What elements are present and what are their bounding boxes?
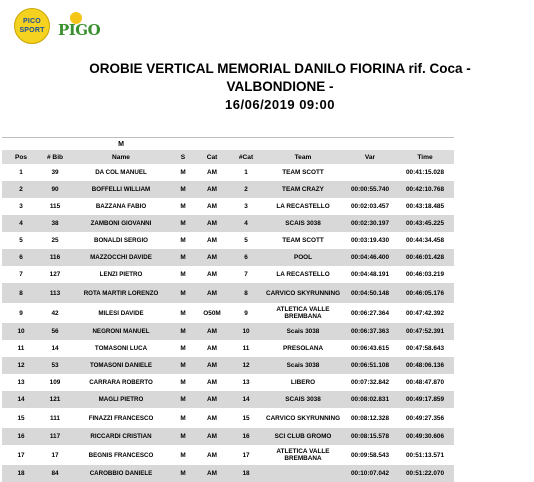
cell-cat: AM [194, 283, 230, 303]
cell-team: TEAM CRAZY [262, 181, 344, 198]
col-header-pos: Pos [2, 150, 40, 164]
cell-bib: 127 [40, 266, 70, 283]
results-table [2, 137, 454, 482]
cell-pos: 17 [2, 445, 40, 465]
cell-pos: 7 [2, 266, 40, 283]
cell-name: LENZI PIETRO [70, 266, 172, 283]
cell-bib: 121 [40, 391, 70, 408]
cell-team: SCI CLUB GROMO [262, 428, 344, 445]
cell-pos: 1 [2, 164, 40, 181]
cell-sex: M [172, 445, 194, 465]
cell-cat-rank: 3 [230, 198, 262, 215]
cell-name: RICCARDI CRISTIAN [70, 428, 172, 445]
cell-pos: 15 [2, 408, 40, 428]
cell-var [344, 164, 396, 181]
cell-cat: AM [194, 164, 230, 181]
cell-var: 00:08:15.578 [344, 428, 396, 445]
cell-bib: 84 [40, 465, 70, 482]
cell-cat-rank: 18 [230, 465, 262, 482]
cell-team: SCAIS 3038 [262, 391, 344, 408]
cell-bib: 113 [40, 283, 70, 303]
col-header-cat: Cat [194, 150, 230, 164]
cell-name: BEGNIS FRANCESCO [70, 445, 172, 465]
table-row [2, 408, 454, 428]
cell-team: Scais 3038 [262, 323, 344, 340]
logo-text-line2: SPORT [19, 27, 45, 34]
cell-pos: 12 [2, 357, 40, 374]
cell-cat-rank: 13 [230, 374, 262, 391]
table-row [2, 215, 454, 232]
cell-cat: AM [194, 465, 230, 482]
cell-bib: 109 [40, 374, 70, 391]
table-row [2, 232, 454, 249]
cell-pos: 3 [2, 198, 40, 215]
cell-time: 00:43:18.485 [396, 198, 454, 215]
cell-name: BONALDI SERGIO [70, 232, 172, 249]
cell-time: 00:51:13.571 [396, 445, 454, 465]
cell-cat: AM [194, 374, 230, 391]
col-header-var: Var [344, 150, 396, 164]
table-row [2, 164, 454, 181]
cell-sex: M [172, 198, 194, 215]
col-header-time: Time [396, 150, 454, 164]
cell-team [262, 465, 344, 482]
cell-sex: M [172, 391, 194, 408]
cell-var: 00:09:58.543 [344, 445, 396, 465]
cell-name: ROTA MARTIR LORENZO [70, 283, 172, 303]
col-header-name: Name [70, 150, 172, 164]
cell-name: MAZZOCCHI DAVIDE [70, 249, 172, 266]
cell-time: 00:51:22.070 [396, 465, 454, 482]
cell-var: 00:04:48.191 [344, 266, 396, 283]
cell-bib: 38 [40, 215, 70, 232]
table-row [2, 374, 454, 391]
cell-bib: 115 [40, 198, 70, 215]
cell-time: 00:47:58.643 [396, 340, 454, 357]
table-row [2, 266, 454, 283]
cell-cat: AM [194, 408, 230, 428]
cell-bib: 39 [40, 164, 70, 181]
cell-cat: AM [194, 357, 230, 374]
cell-cat: AM [194, 266, 230, 283]
cell-cat: AM [194, 232, 230, 249]
col-header-sex: S [172, 150, 194, 164]
cell-cat-rank: 12 [230, 357, 262, 374]
cell-cat: AM [194, 428, 230, 445]
cell-name: FINAZZI FRANCESCO [70, 408, 172, 428]
cell-cat-rank: 2 [230, 181, 262, 198]
cell-cat: AM [194, 323, 230, 340]
cell-cat: AM [194, 445, 230, 465]
cell-sex: M [172, 323, 194, 340]
table-row [2, 340, 454, 357]
table-row [2, 249, 454, 266]
cell-time: 00:49:27.356 [396, 408, 454, 428]
cell-bib: 53 [40, 357, 70, 374]
cell-cat: AM [194, 181, 230, 198]
cell-cat-rank: 5 [230, 232, 262, 249]
cell-team: CARVICO SKYRUNNING [262, 408, 344, 428]
pigo-logo-text: PIGO [58, 21, 101, 39]
table-header [2, 150, 454, 164]
cell-pos: 4 [2, 215, 40, 232]
cell-cat-rank: 16 [230, 428, 262, 445]
cell-team: SCAIS 3038 [262, 215, 344, 232]
cell-pos: 5 [2, 232, 40, 249]
group-row [2, 138, 454, 151]
table-row [2, 283, 454, 303]
col-header-team: Team [262, 150, 344, 164]
cell-var: 00:07:32.842 [344, 374, 396, 391]
cell-pos: 10 [2, 323, 40, 340]
cell-time: 00:41:15.028 [396, 164, 454, 181]
cell-bib: 111 [40, 408, 70, 428]
cell-sex: M [172, 303, 194, 323]
cell-pos: 14 [2, 391, 40, 408]
table-row [2, 428, 454, 445]
cell-bib: 117 [40, 428, 70, 445]
cell-sex: M [172, 266, 194, 283]
cell-var: 00:06:51.108 [344, 357, 396, 374]
table-row [2, 181, 454, 198]
cell-team: Scais 3038 [262, 357, 344, 374]
cell-sex: M [172, 249, 194, 266]
table-row [2, 198, 454, 215]
table-row [2, 465, 454, 482]
pigo-logo [56, 12, 101, 39]
cell-pos: 16 [2, 428, 40, 445]
cell-cat-rank: 17 [230, 445, 262, 465]
cell-name: NEGRONI MANUEL [70, 323, 172, 340]
cell-name: MILESI DAVIDE [70, 303, 172, 323]
cell-time: 00:42:10.768 [396, 181, 454, 198]
cell-name: TOMASONI LUCA [70, 340, 172, 357]
cell-team: CARVICO SKYRUNNING [262, 283, 344, 303]
cell-bib: 42 [40, 303, 70, 323]
cell-time: 00:49:30.606 [396, 428, 454, 445]
cell-bib: 14 [40, 340, 70, 357]
cell-name: DA COL MANUEL [70, 164, 172, 181]
cell-bib: 90 [40, 181, 70, 198]
cell-bib: 25 [40, 232, 70, 249]
cell-pos: 11 [2, 340, 40, 357]
cell-team: PRESOLANA [262, 340, 344, 357]
table-row [2, 391, 454, 408]
cell-var: 00:03:19.430 [344, 232, 396, 249]
cell-sex: M [172, 357, 194, 374]
cell-cat: AM [194, 215, 230, 232]
cell-time: 00:47:52.391 [396, 323, 454, 340]
cell-var: 00:02:03.457 [344, 198, 396, 215]
cell-name: BOFFELLI WILLIAM [70, 181, 172, 198]
cell-cat-rank: 1 [230, 164, 262, 181]
cell-bib: 56 [40, 323, 70, 340]
cell-cat: AM [194, 391, 230, 408]
cell-time: 00:47:42.392 [396, 303, 454, 323]
cell-team: LA RECASTELLO [262, 198, 344, 215]
cell-cat-rank: 4 [230, 215, 262, 232]
cell-cat-rank: 8 [230, 283, 262, 303]
cell-time: 00:43:45.225 [396, 215, 454, 232]
cell-pos: 18 [2, 465, 40, 482]
cell-pos: 2 [2, 181, 40, 198]
cell-bib: 17 [40, 445, 70, 465]
cell-cat: AM [194, 249, 230, 266]
cell-bib: 116 [40, 249, 70, 266]
col-header-bib: # Bib [40, 150, 70, 164]
cell-cat-rank: 9 [230, 303, 262, 323]
cell-cat-rank: 11 [230, 340, 262, 357]
cell-var: 00:04:50.148 [344, 283, 396, 303]
cell-var: 00:04:46.400 [344, 249, 396, 266]
cell-time: 00:44:34.458 [396, 232, 454, 249]
cell-var: 00:10:07.042 [344, 465, 396, 482]
cell-var: 00:06:27.364 [344, 303, 396, 323]
event-date-time: 16/06/2019 09:00 [225, 97, 335, 112]
cell-team: ATLETICA VALLE BREMBANA [262, 445, 344, 465]
cell-var: 00:06:37.363 [344, 323, 396, 340]
cell-sex: M [172, 465, 194, 482]
cell-sex: M [172, 374, 194, 391]
cell-sex: M [172, 164, 194, 181]
cell-var: 00:02:30.197 [344, 215, 396, 232]
cell-pos: 6 [2, 249, 40, 266]
cell-sex: M [172, 408, 194, 428]
cell-time: 00:46:03.219 [396, 266, 454, 283]
cell-name: MAGLI PIETRO [70, 391, 172, 408]
cell-time: 00:48:47.870 [396, 374, 454, 391]
page-title-line2: VALBONDIONE - [226, 79, 334, 94]
table-row [2, 303, 454, 323]
cell-team: TEAM SCOTT [262, 232, 344, 249]
cell-pos: 9 [2, 303, 40, 323]
pico-sport-logo [14, 8, 50, 44]
cell-cat-rank: 6 [230, 249, 262, 266]
cell-team: ATLETICA VALLE BREMBANA [262, 303, 344, 323]
cell-pos: 13 [2, 374, 40, 391]
cell-team: LIBERO [262, 374, 344, 391]
cell-pos: 8 [2, 283, 40, 303]
cell-cat: AM [194, 340, 230, 357]
cell-time: 00:46:05.176 [396, 283, 454, 303]
cell-var: 00:06:43.615 [344, 340, 396, 357]
cell-sex: M [172, 340, 194, 357]
cell-cat: O50M [194, 303, 230, 323]
cell-name: ZAMBONI GIOVANNI [70, 215, 172, 232]
cell-name: TOMASONI DANIELE [70, 357, 172, 374]
cell-var: 00:00:55.740 [344, 181, 396, 198]
cell-time: 00:48:06.136 [396, 357, 454, 374]
cell-team: LA RECASTELLO [262, 266, 344, 283]
cell-sex: M [172, 283, 194, 303]
cell-team: TEAM SCOTT [262, 164, 344, 181]
table-row [2, 323, 454, 340]
cell-sex: M [172, 232, 194, 249]
cell-team: POOL [262, 249, 344, 266]
cell-name: CAROBBIO DANIELE [70, 465, 172, 482]
group-label: M [70, 138, 172, 151]
cell-sex: M [172, 428, 194, 445]
cell-name: BAZZANA FABIO [70, 198, 172, 215]
cell-cat: AM [194, 198, 230, 215]
col-header-cat-rank: #Cat [230, 150, 262, 164]
cell-var: 00:08:02.831 [344, 391, 396, 408]
cell-cat-rank: 15 [230, 408, 262, 428]
cell-time: 00:49:17.859 [396, 391, 454, 408]
table-row [2, 445, 454, 465]
results-body [2, 164, 454, 482]
cell-cat-rank: 14 [230, 391, 262, 408]
cell-sex: M [172, 215, 194, 232]
cell-name: CARRARA ROBERTO [70, 374, 172, 391]
page-title-line1: OROBIE VERTICAL MEMORIAL DANILO FIORINA rif. Coca - [89, 61, 471, 76]
cell-var: 00:08:12.328 [344, 408, 396, 428]
cell-sex: M [172, 181, 194, 198]
cell-cat-rank: 7 [230, 266, 262, 283]
table-row [2, 357, 454, 374]
cell-time: 00:46:01.428 [396, 249, 454, 266]
logo-text-line1: PICO [23, 18, 41, 25]
cell-cat-rank: 10 [230, 323, 262, 340]
